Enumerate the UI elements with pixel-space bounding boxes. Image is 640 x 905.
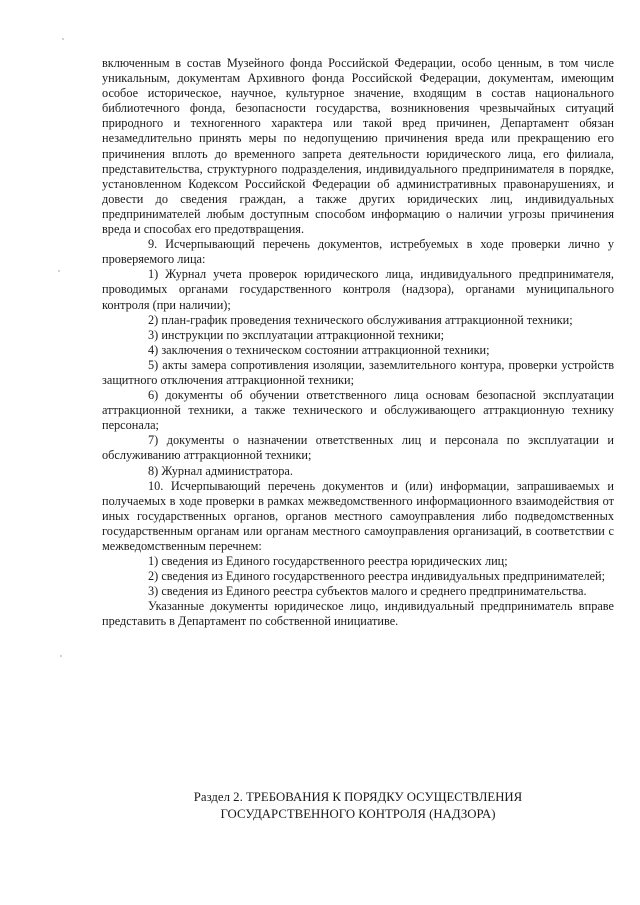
list-item-9-2: 2) план-график проведения технического обслуживания аттракционной техники; bbox=[148, 312, 573, 327]
scan-speck bbox=[58, 270, 60, 272]
section-heading-line-1: Раздел 2. ТРЕБОВАНИЯ К ПОРЯДКУ ОСУЩЕСТВЛЕНИЯ bbox=[193, 790, 523, 804]
list-item-10-2: 2) сведения из Единого государственного реестра индивидуальных предпринимателей; bbox=[148, 569, 606, 584]
list-item-9-4: 4) заключения о техническом состоянии аттракционной техники; bbox=[148, 342, 490, 357]
paragraph-note: Указанные документы юридическое лицо, индивидуальный предприниматель вправе представить в Департамент по собственной инициативе. bbox=[102, 599, 614, 629]
scan-speck bbox=[60, 655, 62, 657]
list-item-9-3: 3) инструкции по эксплуатации аттракционной техники; bbox=[148, 327, 445, 342]
scan-speck bbox=[62, 38, 64, 40]
list-item-10-1: 1) сведения из Единого государственного реестра юридических лиц; bbox=[148, 554, 508, 569]
section-heading-line-2: ГОСУДАРСТВЕННОГО КОНТРОЛЯ (НАДЗОРА) bbox=[220, 807, 496, 821]
list-item-9-1: 1) Журнал учета проверок юридического лица, индивидуального предпринимателя, проводимых органами государственного контроля (надзора), органами муниципального контроля (при наличии); bbox=[102, 267, 614, 312]
list-item-9-7: 7) документы о назначении ответственных лиц и персонала по эксплуатации и обслуживанию аттракционной техники; bbox=[102, 433, 614, 463]
paragraph-continuation: включенным в состав Музейного фонда Российской Федерации, особо ценным, в том числе уникальным, документам Архивного фонда Российской Федерации, документам, имеющим особое историческое, научное, культурное значение, входящим в состав национального библиотечного фонда, безопасности государства, возникновения чрезвычайных ситуаций природного и техногенного характера или такой вред причинен, Департамент обязан незамедлительно принять меры по недопущению причинения вреда или прекращению его причинения вплоть до временного запрета деятельности юридического лица, его филиала, представительства, структурного подразделения, индивидуального предпринимателя в порядке, установленном Кодексом Российской Федерации об административных правонарушениях, и довести до сведения граждан, а также других юридических лиц, индивидуальных предпринимателей любым доступным способом информацию о наличии угрозы причинения вреда и способах его предотвращения. bbox=[102, 56, 614, 237]
document-body bbox=[102, 56, 614, 630]
paragraph-item-10: 10. Исчерпывающий перечень документов и (или) информации, запрашиваемых и получаемых в ходе проверки в рамках межведомственного информационного взаимодействия от иных государственных органов, органов местного самоуправления либо подведомственных государственным органам или органам местного самоуправления организаций, в соответствии с межведомственным перечнем: bbox=[102, 478, 614, 553]
list-item-9-6: 6) документы об обучении ответственного лица основам безопасной эксплуатации аттракционной техники, а также технического и обслуживающего аттракционную технику персонала; bbox=[102, 388, 614, 433]
list-item-10-3: 3) сведения из Единого реестра субъектов малого и среднего предпринимательства. bbox=[148, 584, 587, 599]
paragraph-item-9: 9. Исчерпывающий перечень документов, истребуемых в ходе проверки лично у проверяемого лица: bbox=[102, 237, 614, 267]
list-item-9-5: 5) акты замера сопротивления изоляции, заземлительного контура, проверки устройств защитного отключения аттракционной техники; bbox=[102, 357, 614, 387]
section-heading bbox=[102, 789, 614, 823]
list-item-9-8: 8) Журнал администратора. bbox=[148, 463, 293, 478]
